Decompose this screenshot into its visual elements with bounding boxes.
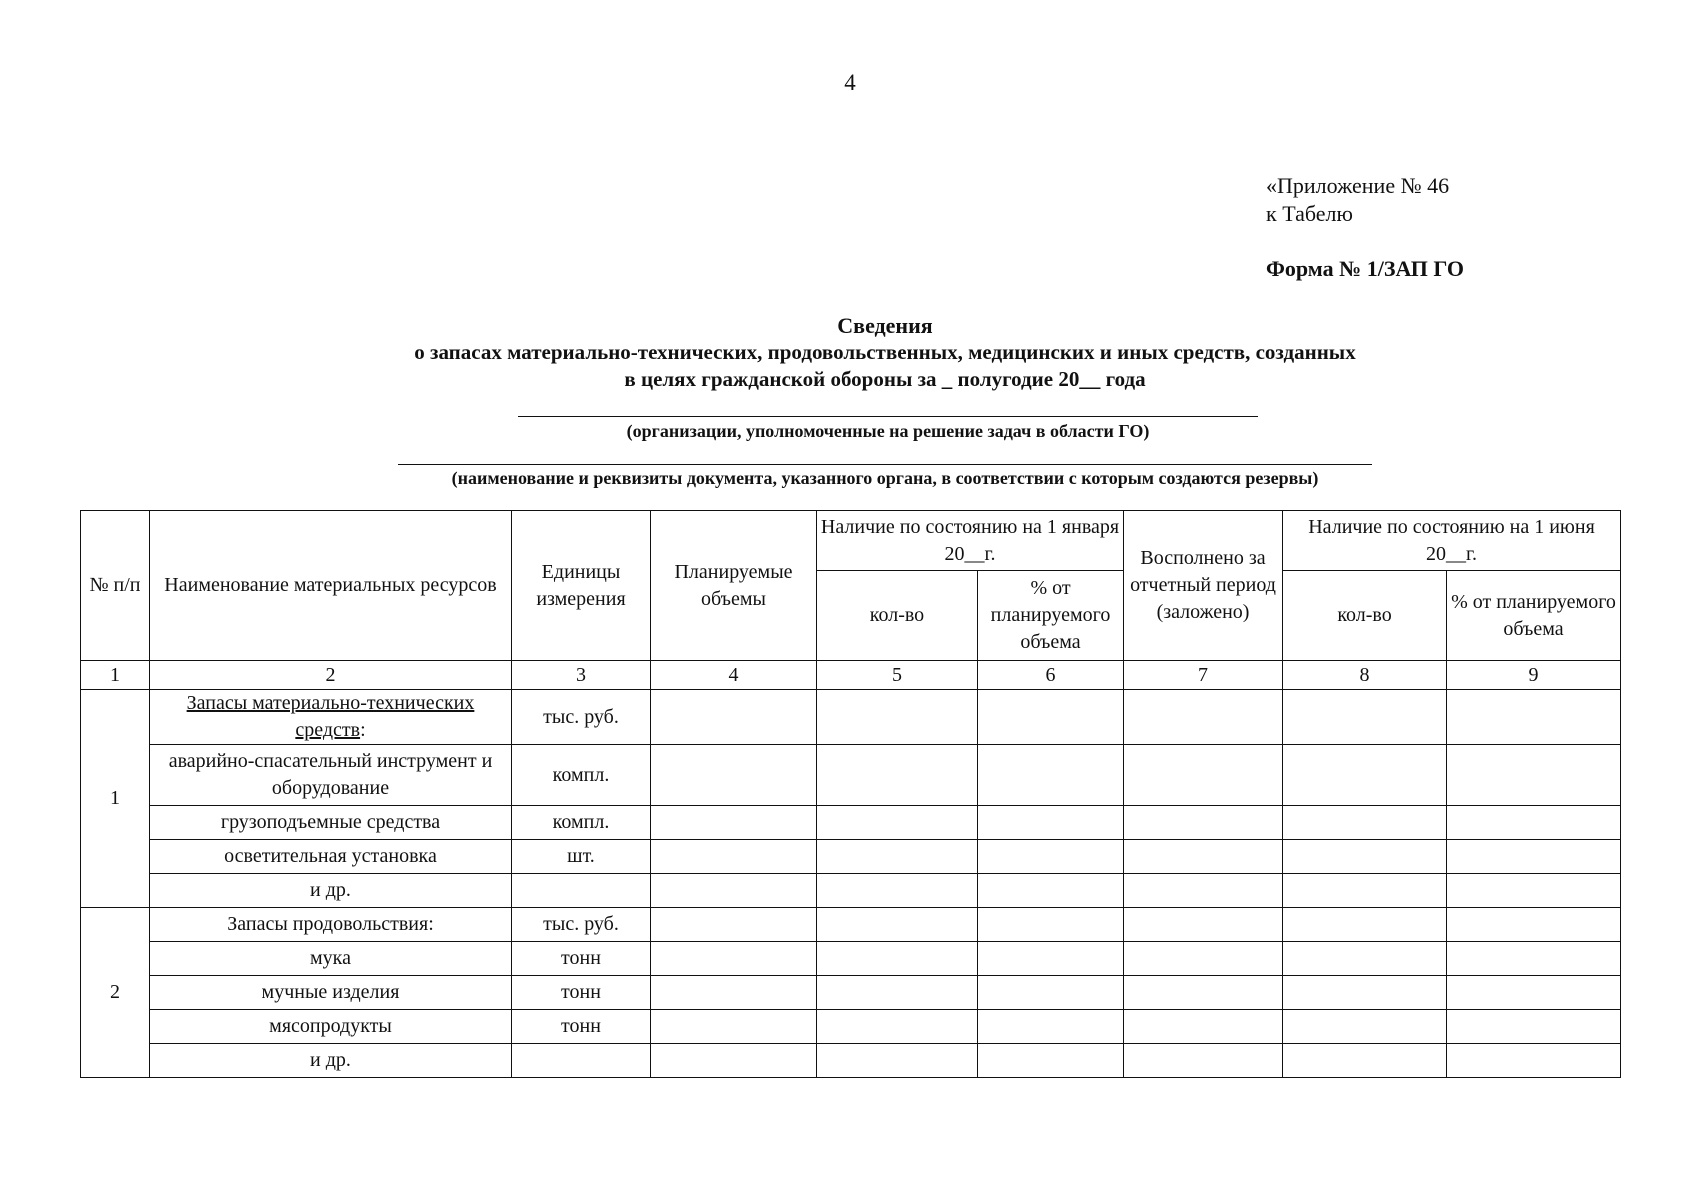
header-name: Наименование материальных ресурсов <box>150 511 512 661</box>
item-name: и др. <box>150 1044 512 1078</box>
cell-replenished[interactable] <box>1124 806 1283 840</box>
cell-january-qty[interactable] <box>817 806 978 840</box>
column-number: 8 <box>1283 661 1447 690</box>
cell-planned[interactable] <box>651 874 817 908</box>
section-title <box>150 690 512 745</box>
header-unit: Единицы измерения <box>512 511 651 661</box>
item-name: мука <box>150 942 512 976</box>
cell-june-pct[interactable] <box>1447 745 1621 806</box>
header-january-pct: % от планируемого объема <box>978 571 1124 661</box>
cell-planned[interactable] <box>651 1010 817 1044</box>
document-title <box>0 312 1700 393</box>
cell-june-pct[interactable] <box>1447 976 1621 1010</box>
item-name: грузоподъемные средства <box>150 806 512 840</box>
cell-planned[interactable] <box>651 840 817 874</box>
cell-replenished[interactable] <box>1124 1010 1283 1044</box>
cell-replenished[interactable] <box>1124 908 1283 942</box>
cell-january-qty[interactable] <box>817 690 978 745</box>
cell-planned[interactable] <box>651 690 817 745</box>
section-unit: тыс. руб. <box>512 908 651 942</box>
cell-june-qty[interactable] <box>1283 874 1447 908</box>
column-number: 9 <box>1447 661 1621 690</box>
table-row <box>81 942 1621 976</box>
section-title-suffix: : <box>360 719 366 741</box>
cell-january-pct[interactable] <box>978 690 1124 745</box>
organization-caption: (организации, уполномоченные на решение задач в области ГО) <box>626 421 1150 441</box>
item-name: аварийно-спасательный инструмент и оборудование <box>150 745 512 806</box>
cell-june-pct[interactable] <box>1447 690 1621 745</box>
cell-january-pct[interactable] <box>978 874 1124 908</box>
item-unit <box>512 1044 651 1078</box>
cell-january-pct[interactable] <box>978 976 1124 1010</box>
section-unit: тыс. руб. <box>512 690 651 745</box>
cell-june-qty[interactable] <box>1283 942 1447 976</box>
header-number: № п/п <box>81 511 150 661</box>
table-row <box>81 840 1621 874</box>
cell-june-qty[interactable] <box>1283 1044 1447 1078</box>
cell-june-pct[interactable] <box>1447 1010 1621 1044</box>
title-line: о запасах материально-технических, продовольственных, медицинских и иных средств, созданных <box>414 340 1356 364</box>
header-row <box>81 511 1621 571</box>
section-number: 2 <box>81 908 150 1078</box>
item-name: и др. <box>150 874 512 908</box>
organization-fill-line <box>518 416 1258 417</box>
cell-planned[interactable] <box>651 745 817 806</box>
header-june-qty: кол-во <box>1283 571 1447 661</box>
cell-january-qty[interactable] <box>817 1010 978 1044</box>
cell-june-qty[interactable] <box>1283 1010 1447 1044</box>
appendix-line: «Приложение № 46 <box>1266 173 1450 198</box>
cell-june-qty[interactable] <box>1283 976 1447 1010</box>
column-number: 6 <box>978 661 1124 690</box>
cell-replenished[interactable] <box>1124 1044 1283 1078</box>
column-number-row <box>81 661 1621 690</box>
header-replenished: Восполнено за отчетный период (заложено) <box>1124 511 1283 661</box>
cell-january-pct[interactable] <box>978 1010 1124 1044</box>
table-row <box>81 1010 1621 1044</box>
cell-june-pct[interactable] <box>1447 840 1621 874</box>
cell-january-qty[interactable] <box>817 745 978 806</box>
cell-january-qty[interactable] <box>817 976 978 1010</box>
item-unit: тонн <box>512 1010 651 1044</box>
cell-january-qty[interactable] <box>817 942 978 976</box>
cell-replenished[interactable] <box>1124 745 1283 806</box>
item-unit <box>512 874 651 908</box>
cell-january-pct[interactable] <box>978 942 1124 976</box>
column-number: 1 <box>81 661 150 690</box>
table-row <box>81 745 1621 806</box>
cell-june-qty[interactable] <box>1283 840 1447 874</box>
cell-replenished[interactable] <box>1124 942 1283 976</box>
item-unit: шт. <box>512 840 651 874</box>
item-name: мясопродукты <box>150 1010 512 1044</box>
cell-january-pct[interactable] <box>978 806 1124 840</box>
header-june-group: Наличие по состоянию на 1 июня 20__г. <box>1283 511 1621 571</box>
column-number: 3 <box>512 661 651 690</box>
column-number: 7 <box>1124 661 1283 690</box>
header-june-pct: % от планируемого объема <box>1447 571 1621 661</box>
item-unit: тонн <box>512 976 651 1010</box>
table-row <box>81 874 1621 908</box>
cell-june-pct[interactable] <box>1447 874 1621 908</box>
cell-january-qty[interactable] <box>817 1044 978 1078</box>
form-number: Форма № 1/ЗАП ГО <box>1266 256 1464 281</box>
appendix-reference <box>1266 172 1449 228</box>
cell-replenished[interactable] <box>1124 840 1283 874</box>
cell-june-qty[interactable] <box>1283 745 1447 806</box>
cell-replenished[interactable] <box>1124 976 1283 1010</box>
column-number: 4 <box>651 661 817 690</box>
cell-june-pct[interactable] <box>1447 806 1621 840</box>
cell-january-pct[interactable] <box>978 840 1124 874</box>
header-january-group: Наличие по состоянию на 1 января 20__г. <box>817 511 1124 571</box>
cell-june-pct[interactable] <box>1447 908 1621 942</box>
document-caption: (наименование и реквизиты документа, указанного органа, в соответствии с которым создаются резервы) <box>451 468 1319 488</box>
item-unit: тонн <box>512 942 651 976</box>
cell-january-qty[interactable] <box>817 874 978 908</box>
cell-june-pct[interactable] <box>1447 942 1621 976</box>
title-line: Сведения <box>837 313 933 338</box>
cell-january-pct[interactable] <box>978 1044 1124 1078</box>
item-unit: компл. <box>512 806 651 840</box>
page-number: 4 <box>844 70 856 95</box>
section-number: 1 <box>81 690 150 908</box>
title-line: в целях гражданской обороны за _ полугодие 20__ года <box>624 367 1146 391</box>
section-row <box>81 690 1621 745</box>
item-unit: компл. <box>512 745 651 806</box>
cell-june-qty[interactable] <box>1283 690 1447 745</box>
reserves-table <box>80 510 1621 1078</box>
header-january-qty: кол-во <box>817 571 978 661</box>
cell-planned[interactable] <box>651 806 817 840</box>
cell-replenished[interactable] <box>1124 874 1283 908</box>
cell-january-pct[interactable] <box>978 908 1124 942</box>
section-title-text: Запасы материально-технических средств <box>186 692 475 741</box>
cell-planned[interactable] <box>651 942 817 976</box>
section-row <box>81 908 1621 942</box>
cell-january-qty[interactable] <box>817 908 978 942</box>
header-planned: Планируемые объемы <box>651 511 817 661</box>
cell-june-pct[interactable] <box>1447 1044 1621 1078</box>
appendix-line: к Табелю <box>1266 201 1353 226</box>
cell-january-pct[interactable] <box>978 745 1124 806</box>
cell-planned[interactable] <box>651 976 817 1010</box>
cell-planned[interactable] <box>651 1044 817 1078</box>
table-row <box>81 806 1621 840</box>
cell-june-qty[interactable] <box>1283 908 1447 942</box>
item-name: мучные изделия <box>150 976 512 1010</box>
item-name: осветительная установка <box>150 840 512 874</box>
column-number: 5 <box>817 661 978 690</box>
table-row <box>81 1044 1621 1078</box>
cell-planned[interactable] <box>651 908 817 942</box>
section-title: Запасы продовольствия: <box>150 908 512 942</box>
column-number: 2 <box>150 661 512 690</box>
document-fill-line <box>398 464 1372 465</box>
table-row <box>81 976 1621 1010</box>
cell-january-qty[interactable] <box>817 840 978 874</box>
cell-june-qty[interactable] <box>1283 806 1447 840</box>
cell-replenished[interactable] <box>1124 690 1283 745</box>
